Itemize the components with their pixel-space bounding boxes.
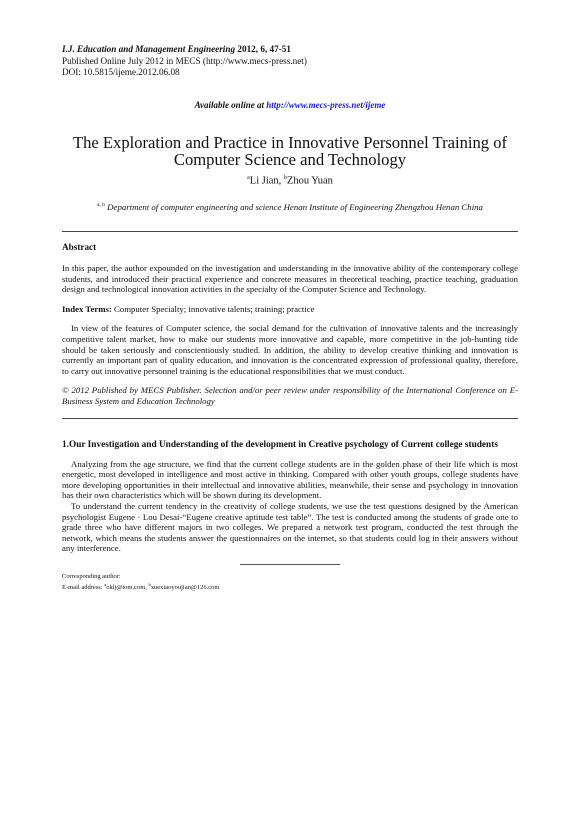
available-online (62, 100, 518, 110)
email-line (62, 581, 518, 593)
author-name: Li Jian, (249, 175, 282, 186)
body-paragraph: Analyzing from the age structure, we find that the current college students are in the golden phase of their life which is most energetic, most developed in intelligence and most active in thinking. Compared with other youth groups, college students have more developing opportunities in their intellectual and innovative abilities, meanwhile, their sense and psychology in innovation has their own characteristics which will be shown during its development. (62, 458, 518, 501)
journal-header (62, 44, 518, 79)
author-sup-a: a (247, 174, 250, 181)
journal-name: I.J. Education and Management Engineering (62, 44, 236, 54)
journal-volume: 2012, 6, 47-51 (237, 44, 291, 54)
copyright-notice: © 2012 Published by MECS Publisher. Selection and/or peer review under responsibility of the International Conference on E-Business System and Education Technology (62, 385, 518, 406)
section-heading: 1.Our Investigation and Understanding of the development in Creative psychology of Current college students (62, 439, 498, 450)
author-name: Zhou Yuan (286, 175, 333, 186)
email-address-b[interactable]: xuexiaoyoujian@126.com (150, 584, 220, 592)
paper-title: The Exploration and Practice in Innovative Personnel Training of Computer Science and Technology (72, 132, 508, 169)
available-prefix: Available online at (194, 99, 267, 110)
email-label: E-mail address: (62, 584, 105, 592)
body-paragraph: To understand the current tendency in the creativity of college students, we use the test questions designed by the American psychologist Eugene · Lou Desai-“Eugene creative aptitude test table”. The test is conducted among the students of grade one to grade three who have different majors in two colleges. We prepared a network test program, conducted the test through the network, which means the students answer the questionnaires on the internet, so that students could log in their answers without any interference. (62, 500, 518, 554)
author-list (62, 175, 518, 187)
affiliation-sup: a, b (97, 202, 105, 209)
email-sup-b: b (148, 582, 151, 588)
email-address-a[interactable]: oklj@tom.com, (106, 584, 149, 592)
index-terms-text: Computer Specialty; innovative talents; training; practice (111, 303, 315, 314)
affiliation (62, 202, 518, 212)
paper-page (62, 44, 518, 593)
index-terms-label: Index Terms: (62, 303, 112, 314)
published-line: Published Online July 2012 in MECS (http://www.mecs-press.net) (62, 55, 307, 66)
abstract-top-divider (62, 231, 518, 232)
intro-paragraph: In view of the features of Computer science, the social demand for the cultivation of innovative talents and the increasingly competitive talent market, how to make our students more innovative and capable, more competitive in the job-hunting tide should be taken seriously and conscientiously studied. In addition, the ability to develop creative thinking and innovation is currently an important part of quality education, and innovation is the concentrated expression of professional quality, therefore, to carry out innovative personnel training is the educational responsibilities that we must conduct. (62, 323, 518, 376)
index-terms (62, 304, 518, 315)
affiliation-text: Department of computer engineering and science Henan Institute of Engineering Zhengzhou Henan China (104, 202, 483, 212)
abstract-text: In this paper, the author expounded on the investigation and understanding in the innovative ability of the contemporary college students, and introduced their practical experience and concrete measures in theoretical teaching, practice teaching, graduation design and technological innovation activities in the specialty of the Computer Science and Technology. (62, 263, 518, 295)
footnote-divider (240, 564, 340, 565)
email-sup-a: a (104, 582, 107, 588)
abstract-bottom-divider (62, 418, 518, 419)
abstract-heading: Abstract (62, 242, 97, 252)
footnote (62, 573, 518, 593)
doi-line: DOI: 10.5815/ijeme.2012.06.08 (62, 67, 180, 77)
author-sup-b: b (283, 174, 287, 181)
corresponding-author-label: Corresponding author: (62, 572, 121, 580)
journal-url-link[interactable]: http://www.mecs-press.net/ijeme (266, 99, 386, 110)
